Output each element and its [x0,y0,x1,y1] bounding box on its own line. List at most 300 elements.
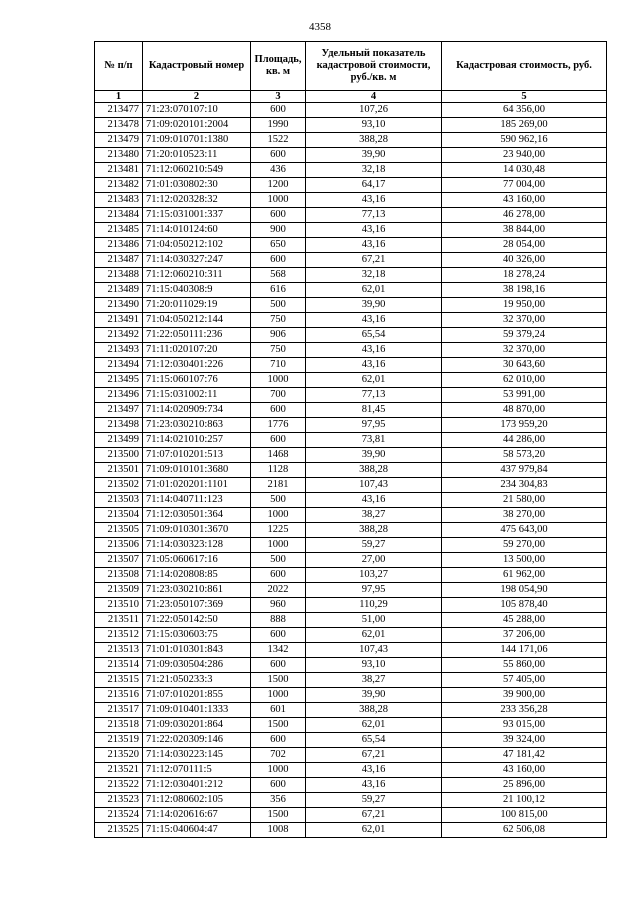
table-row [95,448,607,463]
area-cell: 568 [251,268,306,283]
cadastral-number-cell: 71:04:050212:102 [143,238,251,253]
specific-value-cell: 51,00 [306,613,442,628]
cadastral-number-cell: 71:09:030201:864 [143,718,251,733]
cadastral-number-cell: 71:09:010101:3680 [143,463,251,478]
cadastral-value-cell: 185 269,00 [442,118,607,133]
area-cell: 1000 [251,193,306,208]
cadastral-number-cell: 71:12:030401:212 [143,778,251,793]
table-row [95,628,607,643]
specific-value-cell: 388,28 [306,133,442,148]
cadastral-number-cell: 71:14:030223:145 [143,748,251,763]
table-row [95,808,607,823]
cadastral-value-cell: 233 356,28 [442,703,607,718]
row-number-cell: 213512 [95,628,143,643]
area-cell: 1000 [251,373,306,388]
row-number-cell: 213481 [95,163,143,178]
specific-value-cell: 65,54 [306,733,442,748]
cadastral-value-cell: 23 940,00 [442,148,607,163]
row-number-cell: 213490 [95,298,143,313]
cadastral-number-cell: 71:01:020201:1101 [143,478,251,493]
table-row [95,778,607,793]
area-cell: 1776 [251,418,306,433]
specific-value-cell: 107,43 [306,478,442,493]
header-specific-value: Удельный показатель кадастровой стоимости, руб./кв. м [306,42,442,91]
specific-value-cell: 62,01 [306,628,442,643]
cadastral-number-cell: 71:04:050212:144 [143,313,251,328]
row-number-cell: 213497 [95,403,143,418]
cadastral-number-cell: 71:15:031001:337 [143,208,251,223]
cadastral-value-cell: 77 004,00 [442,178,607,193]
row-number-cell: 213503 [95,493,143,508]
table-row [95,388,607,403]
table-row [95,193,607,208]
area-cell: 616 [251,283,306,298]
table-row [95,553,607,568]
table-row [95,478,607,493]
table-row [95,643,607,658]
table-row [95,403,607,418]
area-cell: 500 [251,553,306,568]
area-cell: 1000 [251,538,306,553]
specific-value-cell: 43,16 [306,223,442,238]
table-row [95,568,607,583]
table-row [95,313,607,328]
row-number-cell: 213515 [95,673,143,688]
cadastral-value-cell: 62 506,08 [442,823,607,838]
cadastral-number-cell: 71:12:060210:311 [143,268,251,283]
table-row [95,148,607,163]
cadastral-value-cell: 100 815,00 [442,808,607,823]
cadastral-value-cell: 93 015,00 [442,718,607,733]
cadastral-value-cell: 64 356,00 [442,103,607,118]
cadastral-number-cell: 71:14:020909:734 [143,403,251,418]
row-number-cell: 213495 [95,373,143,388]
row-number-cell: 213491 [95,313,143,328]
cadastral-number-cell: 71:12:030501:364 [143,508,251,523]
specific-value-cell: 32,18 [306,268,442,283]
row-number-cell: 213480 [95,148,143,163]
cadastral-number-cell: 71:21:050233:3 [143,673,251,688]
row-number-cell: 213500 [95,448,143,463]
area-cell: 750 [251,313,306,328]
cadastral-value-cell: 59 379,24 [442,328,607,343]
area-cell: 2181 [251,478,306,493]
row-number-cell: 213517 [95,703,143,718]
cadastral-value-table [94,41,607,838]
cadastral-number-cell: 71:12:060210:549 [143,163,251,178]
cadastral-number-cell: 71:14:040711:123 [143,493,251,508]
cadastral-number-cell: 71:09:020101:2004 [143,118,251,133]
area-cell: 1468 [251,448,306,463]
area-cell: 1500 [251,808,306,823]
row-number-cell: 213519 [95,733,143,748]
cadastral-value-cell: 437 979,84 [442,463,607,478]
table-row [95,118,607,133]
area-cell: 1008 [251,823,306,838]
cadastral-number-cell: 71:01:010301:843 [143,643,251,658]
specific-value-cell: 39,90 [306,298,442,313]
cadastral-value-cell: 14 030,48 [442,163,607,178]
row-number-cell: 213522 [95,778,143,793]
table-row [95,703,607,718]
area-cell: 600 [251,658,306,673]
cadastral-number-cell: 71:20:011029:19 [143,298,251,313]
area-cell: 1990 [251,118,306,133]
cadastral-number-cell: 71:09:010401:1333 [143,703,251,718]
row-number-cell: 213488 [95,268,143,283]
area-cell: 601 [251,703,306,718]
specific-value-cell: 110,29 [306,598,442,613]
row-number-cell: 213489 [95,283,143,298]
cadastral-value-cell: 43 160,00 [442,763,607,778]
cadastral-value-cell: 28 054,00 [442,238,607,253]
row-number-cell: 213494 [95,358,143,373]
area-cell: 1000 [251,688,306,703]
row-number-cell: 213514 [95,658,143,673]
row-number-cell: 213525 [95,823,143,838]
header-cadastral-value: Кадастровая стоимость, руб. [442,42,607,91]
cadastral-number-cell: 71:23:050107:369 [143,598,251,613]
specific-value-cell: 65,54 [306,328,442,343]
row-number-cell: 213506 [95,538,143,553]
specific-value-cell: 39,90 [306,448,442,463]
cadastral-number-cell: 71:14:030323:128 [143,538,251,553]
row-number-cell: 213483 [95,193,143,208]
specific-value-cell: 62,01 [306,283,442,298]
row-number-cell: 213484 [95,208,143,223]
specific-value-cell: 43,16 [306,313,442,328]
specific-value-cell: 38,27 [306,508,442,523]
specific-value-cell: 39,90 [306,688,442,703]
row-number-cell: 213510 [95,598,143,613]
cadastral-value-cell: 53 991,00 [442,388,607,403]
specific-value-cell: 73,81 [306,433,442,448]
table-row [95,733,607,748]
specific-value-cell: 59,27 [306,793,442,808]
area-cell: 600 [251,778,306,793]
cadastral-value-cell: 13 500,00 [442,553,607,568]
table-row [95,178,607,193]
cadastral-number-cell: 71:15:060107:76 [143,373,251,388]
area-cell: 1500 [251,718,306,733]
table-row [95,163,607,178]
table-header-row [95,42,607,91]
row-number-cell: 213485 [95,223,143,238]
table-row [95,658,607,673]
table-row [95,223,607,238]
cadastral-value-cell: 590 962,16 [442,133,607,148]
area-cell: 600 [251,628,306,643]
cadastral-value-cell: 40 326,00 [442,253,607,268]
specific-value-cell: 93,10 [306,118,442,133]
cadastral-number-cell: 71:23:030210:863 [143,418,251,433]
specific-value-cell: 43,16 [306,343,442,358]
specific-value-cell: 97,95 [306,583,442,598]
area-cell: 1200 [251,178,306,193]
row-number-cell: 213505 [95,523,143,538]
row-number-cell: 213509 [95,583,143,598]
cadastral-value-cell: 32 370,00 [442,343,607,358]
area-cell: 750 [251,343,306,358]
cadastral-value-cell: 21 100,12 [442,793,607,808]
table-row [95,583,607,598]
table-row [95,358,607,373]
cadastral-value-cell: 59 270,00 [442,538,607,553]
specific-value-cell: 388,28 [306,523,442,538]
cadastral-number-cell: 71:05:060617:16 [143,553,251,568]
cadastral-value-cell: 58 573,20 [442,448,607,463]
row-number-cell: 213496 [95,388,143,403]
column-number: 1 [95,91,143,103]
specific-value-cell: 43,16 [306,763,442,778]
cadastral-value-cell: 47 181,42 [442,748,607,763]
area-cell: 1128 [251,463,306,478]
cadastral-number-cell: 71:12:080602:105 [143,793,251,808]
cadastral-number-cell: 71:20:010523:11 [143,148,251,163]
area-cell: 906 [251,328,306,343]
area-cell: 436 [251,163,306,178]
column-number-row [95,91,607,103]
cadastral-number-cell: 71:15:040308:9 [143,283,251,298]
cadastral-value-cell: 32 370,00 [442,313,607,328]
row-number-cell: 213524 [95,808,143,823]
table-row [95,673,607,688]
cadastral-number-cell: 71:07:010201:855 [143,688,251,703]
area-cell: 600 [251,148,306,163]
cadastral-value-cell: 25 896,00 [442,778,607,793]
specific-value-cell: 107,43 [306,643,442,658]
row-number-cell: 213486 [95,238,143,253]
column-number: 2 [143,91,251,103]
specific-value-cell: 97,95 [306,418,442,433]
table-row [95,373,607,388]
cadastral-number-cell: 71:14:020616:67 [143,808,251,823]
table-row [95,763,607,778]
table-row [95,253,607,268]
area-cell: 1500 [251,673,306,688]
table-row [95,463,607,478]
row-number-cell: 213479 [95,133,143,148]
cadastral-number-cell: 71:22:050142:50 [143,613,251,628]
specific-value-cell: 62,01 [306,718,442,733]
table-row [95,748,607,763]
row-number-cell: 213499 [95,433,143,448]
cadastral-number-cell: 71:22:020309:146 [143,733,251,748]
specific-value-cell: 43,16 [306,778,442,793]
column-number: 5 [442,91,607,103]
row-number-cell: 213520 [95,748,143,763]
table-row [95,823,607,838]
specific-value-cell: 43,16 [306,358,442,373]
header-row-number: № п/п [95,42,143,91]
area-cell: 960 [251,598,306,613]
area-cell: 1225 [251,523,306,538]
area-cell: 600 [251,733,306,748]
specific-value-cell: 59,27 [306,538,442,553]
row-number-cell: 213507 [95,553,143,568]
area-cell: 500 [251,493,306,508]
specific-value-cell: 43,16 [306,493,442,508]
area-cell: 1522 [251,133,306,148]
specific-value-cell: 62,01 [306,373,442,388]
cadastral-value-cell: 45 288,00 [442,613,607,628]
row-number-cell: 213521 [95,763,143,778]
cadastral-value-cell: 198 054,90 [442,583,607,598]
table-row [95,508,607,523]
page-number: 4358 [309,21,331,33]
specific-value-cell: 388,28 [306,463,442,478]
area-cell: 700 [251,388,306,403]
specific-value-cell: 388,28 [306,703,442,718]
cadastral-value-cell: 21 580,00 [442,493,607,508]
cadastral-number-cell: 71:09:010301:3670 [143,523,251,538]
specific-value-cell: 39,90 [306,148,442,163]
cadastral-value-cell: 55 860,00 [442,658,607,673]
table-row [95,343,607,358]
area-cell: 710 [251,358,306,373]
area-cell: 600 [251,103,306,118]
cadastral-value-cell: 46 278,00 [442,208,607,223]
area-cell: 600 [251,208,306,223]
cadastral-value-cell: 37 206,00 [442,628,607,643]
area-cell: 702 [251,748,306,763]
table-row [95,613,607,628]
table-row [95,103,607,118]
cadastral-number-cell: 71:07:010201:513 [143,448,251,463]
cadastral-value-cell: 173 959,20 [442,418,607,433]
cadastral-value-cell: 38 270,00 [442,508,607,523]
row-number-cell: 213501 [95,463,143,478]
row-number-cell: 213478 [95,118,143,133]
cadastral-number-cell: 71:01:030802:30 [143,178,251,193]
cadastral-number-cell: 71:09:030504:286 [143,658,251,673]
specific-value-cell: 64,17 [306,178,442,193]
table-row [95,418,607,433]
row-number-cell: 213502 [95,478,143,493]
cadastral-value-cell: 38 844,00 [442,223,607,238]
table-row [95,793,607,808]
table-row [95,433,607,448]
row-number-cell: 213492 [95,328,143,343]
specific-value-cell: 77,13 [306,388,442,403]
area-cell: 600 [251,403,306,418]
row-number-cell: 213511 [95,613,143,628]
specific-value-cell: 62,01 [306,823,442,838]
row-number-cell: 213498 [95,418,143,433]
cadastral-value-cell: 48 870,00 [442,403,607,418]
specific-value-cell: 43,16 [306,238,442,253]
specific-value-cell: 38,27 [306,673,442,688]
area-cell: 900 [251,223,306,238]
cadastral-number-cell: 71:12:020328:32 [143,193,251,208]
area-cell: 600 [251,433,306,448]
cadastral-number-cell: 71:12:070111:5 [143,763,251,778]
cadastral-number-cell: 71:11:020107:20 [143,343,251,358]
cadastral-number-cell: 71:14:010124:60 [143,223,251,238]
table-row [95,718,607,733]
area-cell: 1000 [251,763,306,778]
specific-value-cell: 67,21 [306,253,442,268]
row-number-cell: 213487 [95,253,143,268]
cadastral-value-cell: 38 198,16 [442,283,607,298]
cadastral-number-cell: 71:14:021010:257 [143,433,251,448]
specific-value-cell: 32,18 [306,163,442,178]
table-row [95,238,607,253]
cadastral-value-cell: 105 878,40 [442,598,607,613]
cadastral-number-cell: 71:15:030603:75 [143,628,251,643]
cadastral-number-cell: 71:14:020808:85 [143,568,251,583]
table-row [95,283,607,298]
area-cell: 356 [251,793,306,808]
cadastral-number-cell: 71:22:050111:236 [143,328,251,343]
table-row [95,538,607,553]
cadastral-value-cell: 43 160,00 [442,193,607,208]
row-number-cell: 213504 [95,508,143,523]
row-number-cell: 213508 [95,568,143,583]
table-row [95,493,607,508]
cadastral-number-cell: 71:23:070107:10 [143,103,251,118]
column-number: 3 [251,91,306,103]
area-cell: 600 [251,253,306,268]
table-row [95,523,607,538]
specific-value-cell: 107,26 [306,103,442,118]
table-row [95,688,607,703]
header-area: Площадь, кв. м [251,42,306,91]
row-number-cell: 213523 [95,793,143,808]
area-cell: 500 [251,298,306,313]
column-number: 4 [306,91,442,103]
cadastral-value-cell: 19 950,00 [442,298,607,313]
cadastral-value-cell: 39 324,00 [442,733,607,748]
cadastral-number-cell: 71:12:030401:226 [143,358,251,373]
table-row [95,598,607,613]
cadastral-value-cell: 39 900,00 [442,688,607,703]
row-number-cell: 213482 [95,178,143,193]
specific-value-cell: 67,21 [306,748,442,763]
cadastral-value-cell: 62 010,00 [442,373,607,388]
row-number-cell: 213516 [95,688,143,703]
cadastral-number-cell: 71:15:040604:47 [143,823,251,838]
cadastral-value-cell: 234 304,83 [442,478,607,493]
table-row [95,298,607,313]
row-number-cell: 213493 [95,343,143,358]
table-row [95,268,607,283]
cadastral-number-cell: 71:09:010701:1380 [143,133,251,148]
area-cell: 888 [251,613,306,628]
area-cell: 2022 [251,583,306,598]
specific-value-cell: 103,27 [306,568,442,583]
specific-value-cell: 27,00 [306,553,442,568]
area-cell: 1000 [251,508,306,523]
row-number-cell: 213477 [95,103,143,118]
area-cell: 1342 [251,643,306,658]
cadastral-value-cell: 61 962,00 [442,568,607,583]
area-cell: 600 [251,568,306,583]
table-body [95,103,607,838]
header-cadastral-number: Кадастровый номер [143,42,251,91]
cadastral-number-cell: 71:23:030210:861 [143,583,251,598]
cadastral-value-cell: 18 278,24 [442,268,607,283]
cadastral-number-cell: 71:15:031002:11 [143,388,251,403]
cadastral-value-cell: 30 643,60 [442,358,607,373]
specific-value-cell: 93,10 [306,658,442,673]
specific-value-cell: 77,13 [306,208,442,223]
specific-value-cell: 43,16 [306,193,442,208]
specific-value-cell: 67,21 [306,808,442,823]
table-row [95,133,607,148]
cadastral-value-cell: 144 171,06 [442,643,607,658]
area-cell: 650 [251,238,306,253]
